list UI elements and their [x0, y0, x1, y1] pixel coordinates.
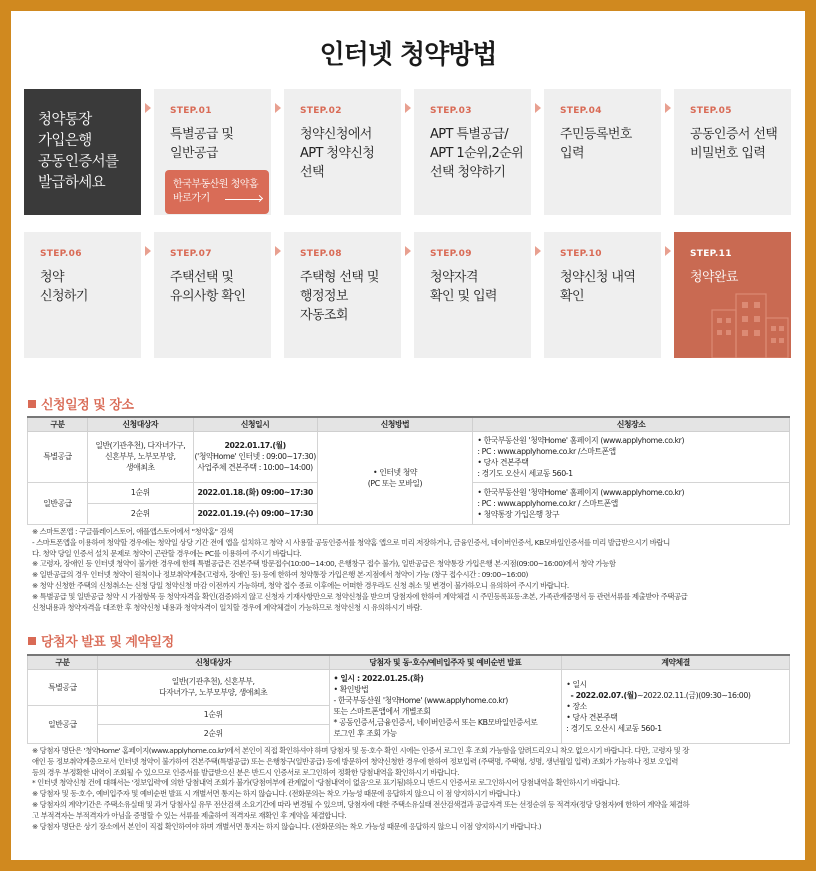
note-line: ※ 청약 신청한 주택의 신청취소는 신청 당일 청약신청 마감 이전까지 가능하며, 청약 접수 종료 이후에는 어떠한 경우라도 신청 취소 및 변경이 불가하오니 유의하여 주시기 바랍니다. [32, 580, 569, 590]
quick-link-line2: 바로가기 [173, 193, 210, 204]
header-cell: 당첨자 및 동·호수/예비입주자 및 예비순번 발표 [329, 655, 562, 669]
step-text: 청약완료 [690, 270, 738, 285]
step-text: 청약통장 가입은행 공동인증서를 발급하세요 [38, 112, 119, 191]
note-line: ※ 당첨자 명단은 '청약Home' 홈페이지(www.applyhome.co.kr)에서 본인이 직접 확인하셔야 하며 당첨자 및 동·호수 확인 시에는 인증서 로그인 후 조회 가능함을 알려드리오니 착오 없으시기 바랍니다. 다만, 고령자 및 장 [32, 746, 689, 755]
step-card-06 [24, 232, 141, 358]
step-arrow-icon [145, 246, 151, 256]
type-cell: 특별공급 [28, 431, 88, 482]
type-cell: 일반공급 [28, 705, 98, 743]
header-cell: 신청장소 [473, 417, 790, 431]
step-card-07 [154, 232, 271, 358]
contract-cell: • 일시 - 2022.02.07.(월)~2022.02.11.(금)(09:30~16:00) • 장소 • 당사 견본주택 : 경기도 오산시 세교동 560-1 [562, 669, 790, 743]
step-label: STEP.10 [560, 249, 602, 259]
note-line: ※ 일반공급의 경우 인터넷 청약이 원칙이나 정보취약계층(고령자, 장애인 등) 등에 한하여 청약통장 가입은행 본·지점에서 청약이 가능 (창구 접수시간 : 09:00~16:00) [32, 570, 528, 580]
schedule-section-title: 신청일정 및 장소 [28, 394, 133, 413]
step-card-intro [24, 89, 141, 215]
table-row [28, 431, 790, 482]
step-label: STEP.07 [170, 249, 212, 259]
step-label: STEP.01 [170, 106, 212, 116]
note-line: ※ 당첨자 명단은 상기 장소에서 본인이 직접 확인하여야 하며 개별서면 통지는 하지 않습니다. (전화문의는 착오 가능성 때문에 응답하지 않으니 이점 양지하시기 바랍니다.) [32, 821, 542, 831]
winners-table [27, 654, 790, 744]
date-cell: 2022.01.18.(화) 09:00~17:30 [193, 482, 317, 503]
step-text: 특별공급 및 일반공급 [170, 127, 234, 161]
winners-section-title: 당첨자 발표 및 계약일정 [28, 631, 174, 650]
table-header-row [28, 655, 790, 669]
square-bullet-icon [28, 400, 36, 408]
arrow-right-icon [225, 199, 261, 200]
schedule-table [27, 416, 790, 525]
quick-link-line1: 한국부동산원 청약홈 [173, 179, 259, 190]
note-line: 등의 경우 부정확한 내역이 조회될 수 있으므로 인증서를 발급받으신 분은 반드시 인증서로 로그인하여 정확한 당첨내역을 확인하시기 바랍니다. [32, 767, 459, 777]
type-cell: 일반공급 [28, 482, 88, 524]
rank-cell: 2순위 [87, 503, 193, 524]
header-cell: 신청일시 [193, 417, 317, 431]
header-cell: 신청대상자 [87, 417, 193, 431]
step-arrow-icon [665, 103, 671, 113]
applyhome-link-button[interactable] [165, 170, 269, 214]
header-cell: 계약체결 [562, 655, 790, 669]
step-text: 청약 신청하기 [40, 270, 88, 304]
step-text: 공동인증서 선택 비밀번호 입력 [690, 127, 778, 161]
step-arrow-icon [535, 103, 541, 113]
header-cell: 신청방법 [317, 417, 473, 431]
winners-notes [32, 746, 794, 832]
step-label: STEP.03 [430, 106, 472, 116]
note-line: - 스마트폰앱을 이용하여 청약할 경우에는 청약일 상당 기간 전에 앱을 설치하고 청약 시 사용할 공동인증서를 청약홈 앱으로 미리 저장하거나, 금융인증서, 네이버인증서, KB모바일인증서를 미리 발급받으시기 바랍니 [32, 537, 670, 547]
square-bullet-icon [28, 637, 36, 645]
header-cell: 구분 [28, 655, 98, 669]
rank-cell: 2순위 [97, 724, 329, 743]
step-text: 주택선택 및 유의사항 확인 [170, 270, 246, 304]
page-title: 인터넷 청약방법 [319, 40, 497, 70]
step-label: STEP.11 [690, 249, 732, 259]
note-line: 다. 청약 당일 인증서 설치 문제로 청약이 곤란할 경우에는 PC를 이용하여 주시기 바랍니다. [32, 548, 302, 558]
note-line: 신청내용과 청약자격을 대조한 후 청약신청 내용과 청약자격이 일치할 경우에 계약체결이 가능하므로 청약신청 시 유의하시기 바람. [32, 602, 422, 612]
step-arrow-icon [405, 103, 411, 113]
step-card-05 [674, 89, 791, 215]
step-arrow-icon [275, 103, 281, 113]
table-header-row [28, 417, 790, 431]
place-cell: • 한국부동산원 '청약Home' 홈페이지 (www.applyhome.co.kr) : PC : www.applyhome.co.kr /스마트폰앱 • 당사 견본주택 : 경기도 오산시 세교동 560-1 [473, 431, 790, 482]
step-card-02 [284, 89, 401, 215]
rank-cell: 1순위 [97, 705, 329, 724]
step-text: 청약신청에서 APT 청약신청 선택 [300, 127, 375, 180]
rank-cell: 1순위 [87, 482, 193, 503]
announce-cell: • 일시 : 2022.01.25.(화) • 확인방법 - 한국부동산원 '청약Home' (www.applyhome.co.kr) 또는 스마트폰앱에서 개별조회 * 공동인증서,금융인증서, 네이버인증서 또는 KB모바일인증서로 로그인 후 조회 가능 [329, 669, 562, 743]
step-text: APT 특별공급/ APT 1순위,2순위 선택 청약하기 [430, 127, 524, 180]
step-label: STEP.02 [300, 106, 342, 116]
step-card-10 [544, 232, 661, 358]
header-cell: 신청대상자 [97, 655, 329, 669]
step-card-04 [544, 89, 661, 215]
step-text: 청약자격 확인 및 입력 [430, 270, 497, 304]
step-card-03 [414, 89, 531, 215]
step-arrow-icon [145, 103, 151, 113]
target-cell: 일반(기관추천), 다자녀가구, 신혼부부, 노부모부양, 생애최초 [87, 431, 193, 482]
header-cell: 구분 [28, 417, 88, 431]
date-cell: 2022.01.17.(월) ('청약Home' 인터넷 : 09:00~17:30) 사업주체 견본주택 : 10:00~14:00) [193, 431, 317, 482]
step-label: STEP.05 [690, 106, 732, 116]
step-label: STEP.04 [560, 106, 602, 116]
note-line: ※ 당첨자의 계약기간은 주택소유실태 및 과거 당첨사실 유무 전산검색 소요기간에 따라 변경될 수 있으며, 당첨자에 대한 주택소유실태 전산검색결과 공급자격 또는 선정순위 등 적격자(정당 당첨자)에 한하여 계약을 체결하 [32, 799, 690, 809]
place-cell: • 한국부동산원 '청약Home' 홈페이지 (www.applyhome.co.kr) : PC : www.applyhome.co.kr / 스마트폰앱 • 청약통장 가입은행 창구 [473, 482, 790, 524]
type-cell: 특별공급 [28, 669, 98, 705]
step-arrow-icon [665, 246, 671, 256]
note-line: ※ 스마트폰앱 : 구글플레이스토어, 애플앱스토어에서 "청약홈" 검색 [32, 527, 233, 536]
step-label: STEP.09 [430, 249, 472, 259]
step-card-11 [674, 232, 791, 358]
step-arrow-icon [535, 246, 541, 256]
building-icon [704, 288, 791, 358]
step-text: 주택형 선택 및 행정정보 자동조회 [300, 270, 379, 323]
step-arrow-icon [275, 246, 281, 256]
date-cell: 2022.01.19.(수) 09:00~17:30 [193, 503, 317, 524]
note-line: 애인 등 정보취약계층으로서 인터넷 청약이 불가하여 견본주택(특별공급) 또는 은행창구(일반공급) 등에 방문하여 청약신청한 경우에 한하여 정보입력 (주택명, 주택형, 성명, 생년월일 입력) 조회가 가능하나 정보 오입력 [32, 756, 678, 766]
note-line: ※ 특별공급 및 일반공급 청약 시 가점항목 등 청약자격을 확인(검증)하지 않고 신청자 기재사항만으로 청약신청을 받으며 당첨자에 한하여 계약체결 시 주민등록표등·초본, 가족관계증명서 등 관련서류를 제출받아 주택공급 [32, 591, 688, 601]
method-cell: • 인터넷 청약 (PC 또는 모바일) [317, 431, 473, 524]
step-label: STEP.08 [300, 249, 342, 259]
note-line: ※ 당첨자 및 동·호수, 예비입주자 및 예비순번 발표 시 개별서면 통지는 하지 않습니다. (전화문의는 착오 가능성 때문에 응답하지 않으니 이 점 양지하시기 바랍니다.) [32, 789, 521, 799]
note-line: ※ 고령자, 장애인 등 인터넷 청약이 불가한 경우에 한해 특별공급은 견본주택 방문접수(10:00~14:00, 은행창구 접수 불가), 일반공급은 청약통장 가입은행 본·지점(09:00~16:00)에서 청약 가능함 [32, 559, 616, 569]
step-text: 청약신청 내역 확인 [560, 270, 636, 304]
schedule-notes [32, 527, 794, 613]
step-label: STEP.06 [40, 249, 82, 259]
note-line: 고 부적격자는 부적격자가 아님을 증명할 수 있는 서류를 제출하여 적격자로 재확인 후 계약을 체결합니다. [32, 810, 347, 820]
table-row [28, 669, 790, 705]
step-arrow-icon [405, 246, 411, 256]
step-card-09 [414, 232, 531, 358]
step-text: 주민등록번호 입력 [560, 127, 632, 161]
step-card-08 [284, 232, 401, 358]
note-line: * 인터넷 청약신청 건에 대해서는 '정보입력'에 의한 당첨내역 조회가 불가(당첨여부에 관계없이 '당첨내역이 없음'으로 표기됨)하오니 반드시 인증서로 로그인하시어 당첨내역을 확인하시기 바랍니다. [32, 778, 620, 788]
target-cell: 일반(기관추천), 신혼부부, 다자녀가구, 노부모부양, 생애최초 [97, 669, 329, 705]
